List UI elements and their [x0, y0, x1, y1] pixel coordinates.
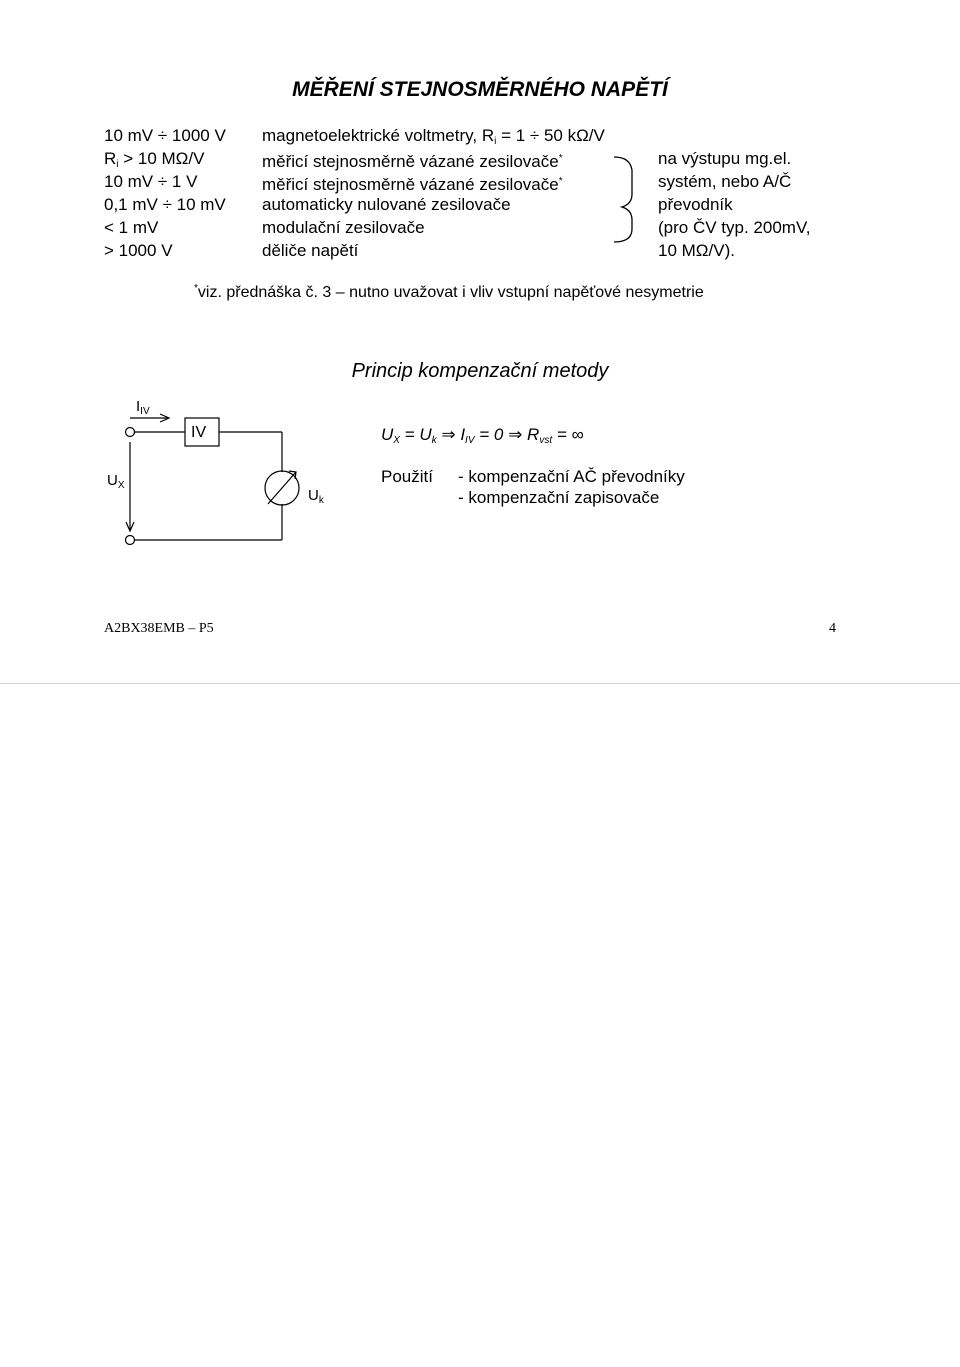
brace-note-1: na výstupu mg.el.	[658, 149, 792, 168]
range-cell-4: 0,1 mV ÷ 10 mV	[104, 195, 226, 214]
page-divider	[0, 683, 960, 684]
range-cell-3: 10 mV ÷ 1 V	[104, 172, 198, 191]
usage-item-1: - kompenzační AČ převodníky	[458, 467, 685, 486]
top-terminal	[126, 428, 135, 437]
current-label: $I_{IV}$	[136, 398, 150, 417]
brace-note-2: systém, nebo A/Č	[658, 172, 792, 191]
range-cell-2: $R_i > 10$ MΩ/V	[104, 149, 205, 170]
footer-page-number: 4	[829, 621, 836, 636]
desc-cell-4: automaticky nulované zesilovače	[262, 195, 511, 214]
meter-label: IV	[191, 424, 207, 441]
uk-label: $U_k$	[308, 487, 324, 506]
curly-brace	[614, 157, 632, 242]
desc-cell-6: děliče napětí	[262, 241, 359, 260]
desc-cell-5: modulační zesilovače	[262, 218, 425, 237]
footnote: *viz. přednáška č. 3 – nutno uvažovat i vliv vstupní napěťové nesymetrie	[194, 283, 704, 301]
desc-cell-1: magnetoelektrické voltmetry, $R_i = 1 \div 50$ kΩ/V	[262, 126, 605, 147]
range-cell-1: 10 mV ÷ 1000 V	[104, 126, 226, 145]
brace-note-4: (pro ČV typ. 200mV,	[658, 218, 811, 237]
circuit-diagram	[126, 414, 300, 545]
compensation-equation: $U_X = U_k$ ⇒ $I_{IV} = 0$ ⇒ $R_{vst}$ = ∞	[381, 425, 584, 446]
range-cell-6: > 1000 V	[104, 241, 173, 260]
footer-course-code: A2BX38EMB – P5	[104, 621, 214, 636]
ux-label: $U_X$	[107, 472, 125, 491]
bottom-terminal	[126, 536, 135, 545]
brace-note-3: převodník	[658, 195, 733, 214]
brace-note-5: 10 MΩ/V).	[658, 241, 735, 260]
section-subtitle: Princip kompenzační metody	[351, 360, 609, 382]
page-title: MĚŘENÍ STEJNOSMĚRNÉHO NAPĚTÍ	[292, 78, 668, 101]
range-cell-5: < 1 mV	[104, 218, 159, 237]
desc-cell-3: měřicí stejnosměrně vázané zesilovače*	[262, 175, 563, 194]
desc-cell-2: měřicí stejnosměrně vázané zesilovače*	[262, 152, 563, 171]
usage-label: Použití	[381, 467, 433, 486]
usage-item-2: - kompenzační zapisovače	[458, 488, 660, 507]
